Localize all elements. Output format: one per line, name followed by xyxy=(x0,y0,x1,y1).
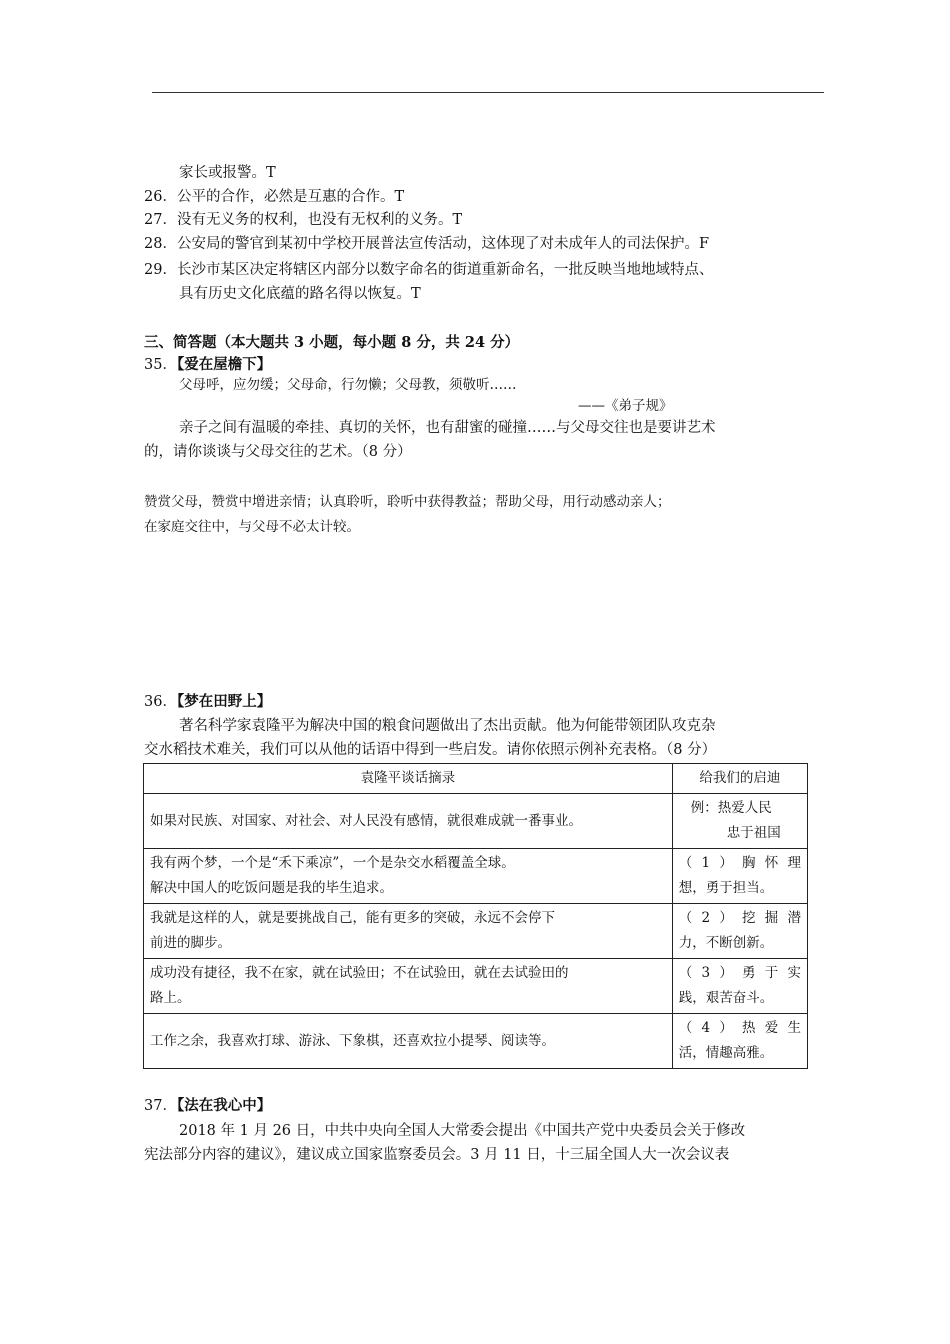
q35-quote: 父母呼，应勿缓；父母命，行勿懒；父母教，须敬听…… xyxy=(179,377,517,393)
answer-29-line1: 29．长沙市某区决定将辖区内部分以数字命名的街道重新命名，一批反映当地地域特点、 xyxy=(144,262,714,278)
table-header-row xyxy=(144,764,808,794)
header-rule xyxy=(152,92,824,93)
q35-prompt-line1: 亲子之间有温暖的牵挂、真切的关怀，也有甜蜜的碰撞……与父母交往也是要讲艺术 xyxy=(179,420,716,436)
table-cell-insight xyxy=(672,904,807,959)
answer-29-line2: 具有历史文化底蕴的路名得以恢复。T xyxy=(179,286,421,302)
quote-line: 成功没有捷径，我不在家，就在试验田；不在试验田，就在去试验田的 xyxy=(150,965,569,981)
q37-number: 37． xyxy=(144,1098,177,1114)
table-cell-insight xyxy=(672,959,807,1014)
quote-line: 路上。 xyxy=(150,990,191,1006)
q36-heading xyxy=(144,692,271,712)
table-cell-insight xyxy=(672,794,807,849)
q36-number: 36． xyxy=(144,694,177,710)
yuan-longping-table xyxy=(143,763,808,1069)
q35-title: 【爱在屋檐下】 xyxy=(176,356,272,373)
table-header-quote: 袁隆平谈话摘录 xyxy=(144,764,673,794)
table-cell-insight xyxy=(672,849,807,904)
q35-number: 35． xyxy=(144,357,177,373)
answer-28: 28．公安局的警官到某初中学校开展普法宣传活动，这体现了对未成年人的司法保护。F xyxy=(144,236,710,252)
q35-answer-line2: 在家庭交往中，与父母不必太计较。 xyxy=(144,519,360,535)
quote-line: 解决中国人的吃饭问题是我的毕生追求。 xyxy=(150,880,393,896)
table-row xyxy=(144,904,808,959)
table-row xyxy=(144,794,808,849)
quote-line: 前进的脚步。 xyxy=(150,935,231,951)
q35-prompt-line2: 的，请你谈谈与父母交往的艺术。（8 分） xyxy=(144,444,412,460)
insight-line: 忠于祖国 xyxy=(726,825,781,841)
table-row xyxy=(144,1014,808,1069)
insight-line: 例：热爱人民 xyxy=(690,800,772,816)
q36-intro-line1: 著名科学家袁隆平为解决中国的粮食问题做出了杰出贡献。他为何能带领团队攻克杂 xyxy=(179,718,716,734)
insight-line: （2）挖掘潜 xyxy=(678,910,801,926)
table-cell-quote xyxy=(144,849,673,904)
quote-line: 如果对民族、对国家、对社会、对人民没有感情，就很难成就一番事业。 xyxy=(150,812,582,829)
q37-title: 【法在我心中】 xyxy=(176,1097,272,1114)
insight-line: 践，艰苦奋斗。 xyxy=(678,990,774,1006)
table-cell-insight xyxy=(672,1014,807,1069)
insight-line: 活，情趣高雅。 xyxy=(678,1045,774,1061)
table-cell-quote xyxy=(144,904,673,959)
q37-line1: 2018 年 1 月 26 日，中共中央向全国人大常委会提出《中国共产党中央委员会关于修改 xyxy=(179,1123,746,1139)
q35-answer-line1: 赞赏父母，赞赏中增进亲情；认真聆听，聆听中获得教益；帮助父母，用行动感动亲人； xyxy=(144,494,671,510)
table-header-insight: 给我们的启迪 xyxy=(672,764,807,794)
quote-line: 工作之余，我喜欢打球、游泳、下象棋，还喜欢拉小提琴、阅读等。 xyxy=(150,1032,555,1049)
section-heading: 三、简答题（本大题共 3 小题，每小题 8 分，共 24 分） xyxy=(144,334,520,351)
insight-line: （4）热爱生 xyxy=(678,1020,801,1036)
quote-line: 我有两个梦，一个是“禾下乘凉”，一个是杂交水稻覆盖全球。 xyxy=(150,855,515,871)
q36-intro-line2: 交水稻技术难关，我们可以从他的话语中得到一些启发。请你依照示例补充表格。（8 分） xyxy=(144,742,717,758)
insight-line: （1）胸怀理 xyxy=(678,855,801,871)
q36-title: 【梦在田野上】 xyxy=(176,693,272,710)
answer-26: 26．公平的合作，必然是互惠的合作。T xyxy=(144,189,405,205)
q35-source: ——《弟子规》 xyxy=(578,398,673,414)
insight-line: （3）勇于实 xyxy=(678,965,801,981)
table-cell-quote xyxy=(144,794,673,849)
answer-continuation: 家长或报警。T xyxy=(179,165,276,181)
answer-27: 27．没有无义务的权利，也没有无权利的义务。T xyxy=(144,212,463,228)
table-cell-quote xyxy=(144,959,673,1014)
insight-line: 力，不断创新。 xyxy=(678,935,774,951)
q37-line2: 宪法部分内容的建议》，建议成立国家监察委员会。3 月 11 日，十三届全国人大一次会议表 xyxy=(144,1147,730,1163)
insight-line: 想，勇于担当。 xyxy=(678,880,774,896)
table-row xyxy=(144,849,808,904)
quote-line: 我就是这样的人，就是要挑战自己，能有更多的突破，永远不会停下 xyxy=(150,910,555,926)
table-cell-quote xyxy=(144,1014,673,1069)
q35-heading xyxy=(144,355,271,375)
q37-heading xyxy=(144,1096,271,1116)
table-row xyxy=(144,959,808,1014)
